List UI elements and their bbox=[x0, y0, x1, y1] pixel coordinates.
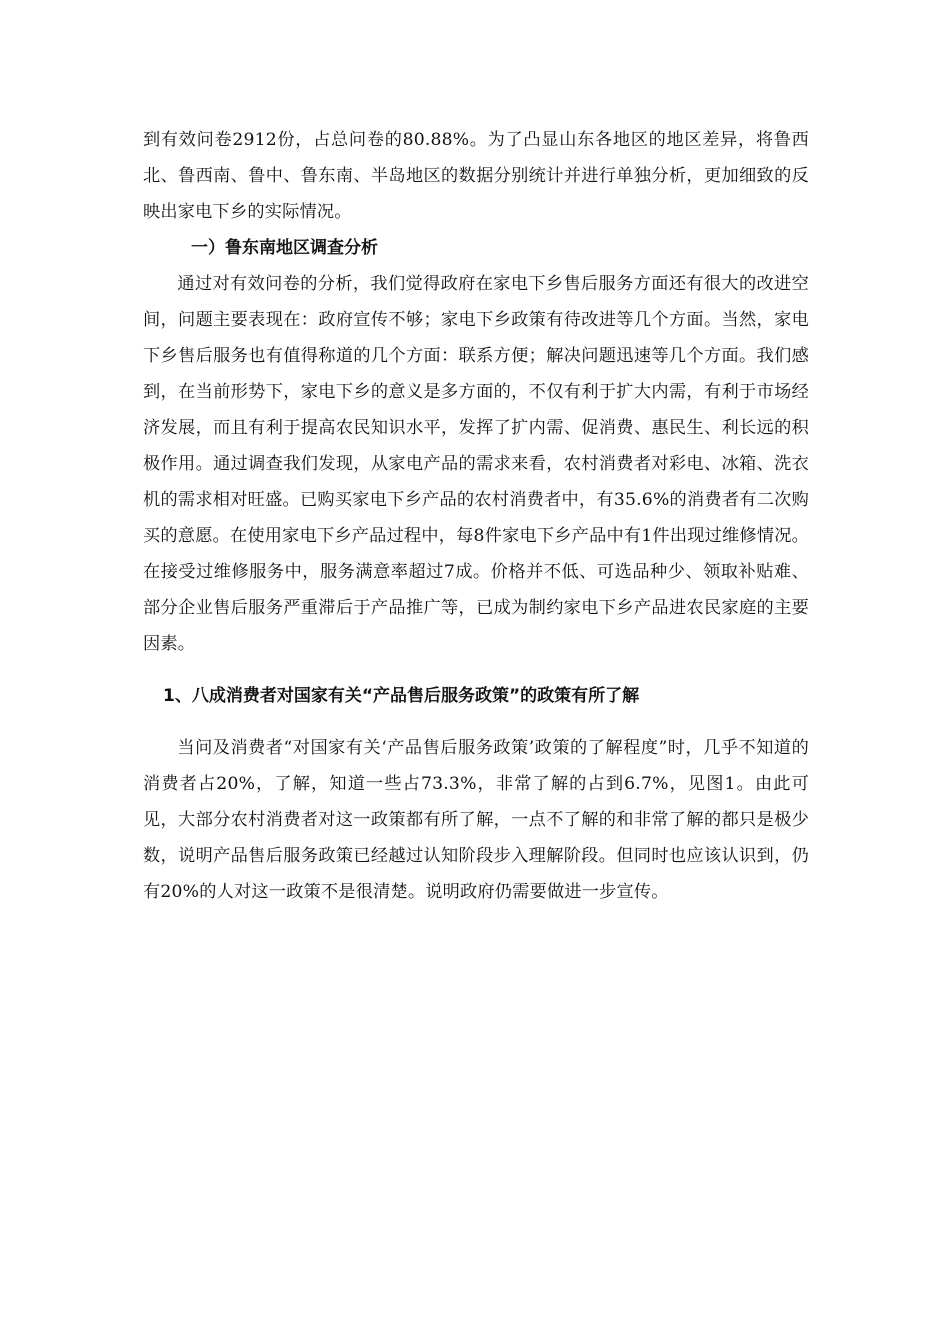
paragraph-survey-summary: 到有效问卷2912份，占总问卷的80.88%。为了凸显山东各地区的地区差异，将鲁西北、鲁西南、鲁中、鲁东南、半岛地区的数据分别统计并进行单独分析，更加细致的反映出家电下乡的实际情况。 bbox=[143, 130, 809, 222]
paragraph-policy-awareness: 当问及消费者“对国家有关‘产品售后服务政策’政策的了解程度”时，几乎不知道的消费者占20%，了解，知道一些占73.3%，非常了解的占到6.7%，见图1。由此可见，大部分农村消费者对这一政策都有所了解，一点不了解的和非常了解的都只是极少数，说明产品售后服务政策已经越过认知阶段步入理解阶段。但同时也应该认识到，仍有20%的人对这一政策不是很清楚。说明政府仍需要做进一步宣传。 bbox=[143, 738, 809, 902]
document-body bbox=[143, 122, 809, 910]
section-heading-southeast-shandong: 一）鲁东南地区调查分析 bbox=[191, 238, 378, 258]
paragraph-analysis: 通过对有效问卷的分析，我们觉得政府在家电下乡售后服务方面还有很大的改进空间，问题主要表现在：政府宣传不够；家电下乡政策有待改进等几个方面。当然，家电下乡售后服务也有值得称道的几个方面：联系方便；解决问题迅速等几个方面。我们感到，在当前形势下，家电下乡的意义是多方面的，不仅有利于扩大内需，有利于市场经济发展，而且有利于提高农民知识水平，发挥了扩内需、促消费、惠民生、利长远的积极作用。通过调查我们发现，从家电产品的需求来看，农村消费者对彩电、冰箱、洗衣机的需求相对旺盛。已购买家电下乡产品的农村消费者中，有35.6%的消费者有二次购买的意愿。在使用家电下乡产品过程中，每8件家电下乡产品中有1件出现过维修情况。在接受过维修服务中，服务满意率超过7成。价格并不低、可选品种少、领取补贴难、部分企业售后服务严重滞后于产品推广等，已成为制约家电下乡产品进农民家庭的主要因素。 bbox=[143, 274, 809, 654]
item-heading-policy-awareness: 1、八成消费者对国家有关“产品售后服务政策”的政策有所了解 bbox=[163, 686, 640, 706]
